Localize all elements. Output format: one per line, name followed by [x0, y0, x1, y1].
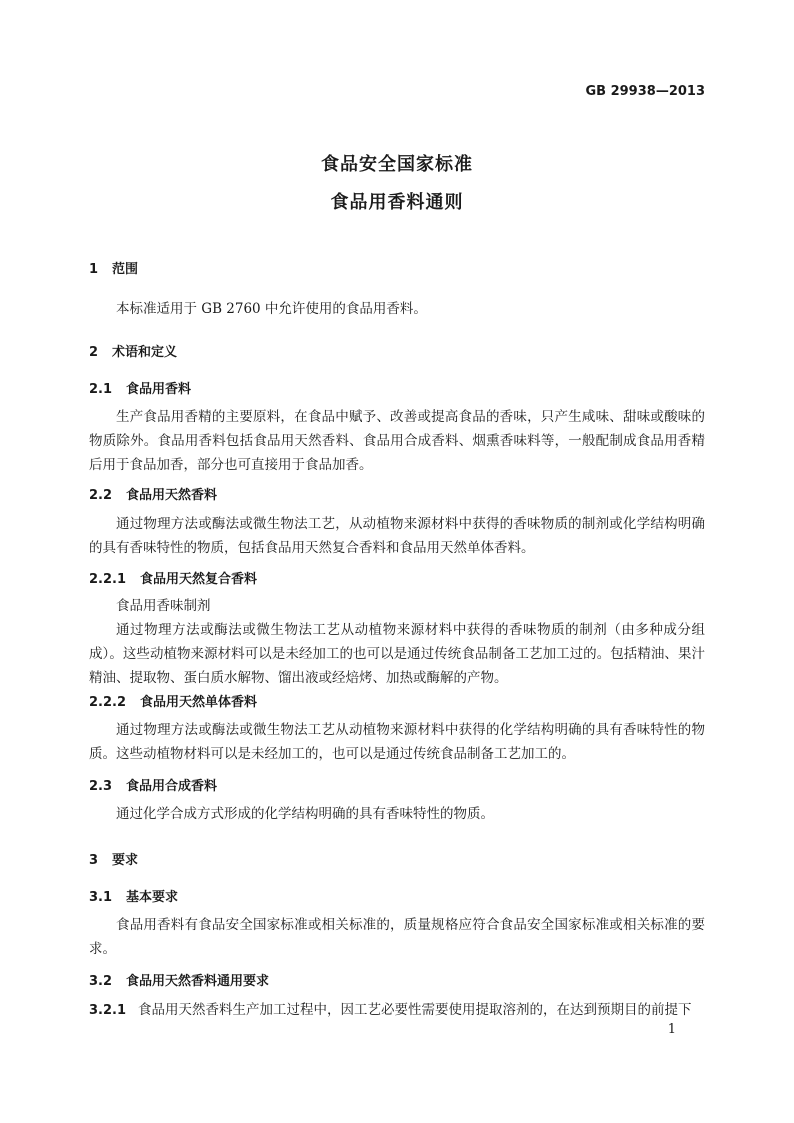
section-heading-2-1 — [89, 378, 191, 397]
paragraph: 食品用香料有食品安全国家标准或相关标准的，质量规格应符合食品安全国家标准或相关标准的要求。 — [89, 917, 705, 957]
section-number: 3.1 — [89, 890, 113, 905]
section-number: 2 — [89, 345, 99, 360]
document-subtitle: 食品用香料通则 — [330, 192, 464, 213]
section-2-1-body — [89, 405, 705, 477]
section-title: 要求 — [112, 853, 139, 868]
section-3-1-body — [89, 913, 705, 961]
section-title: 食品用天然香料 — [126, 488, 218, 503]
section-2-2-2-body — [89, 718, 705, 766]
section-number: 2.1 — [89, 382, 113, 397]
page-number: 1 — [667, 1022, 676, 1037]
section-3-2-1-body — [89, 998, 705, 1022]
section-number: 3 — [89, 853, 99, 868]
paragraph — [89, 998, 705, 1022]
section-heading-2-2 — [89, 484, 217, 503]
section-title: 食品用香料 — [126, 382, 192, 397]
paragraph: 通过化学合成方式形成的化学结构明确的具有香味特性的物质。 — [116, 806, 494, 822]
section-number: 3.2.1 — [89, 1003, 127, 1018]
section-heading-1 — [89, 258, 138, 277]
section-title: 食品用天然香料通用要求 — [126, 974, 270, 989]
section-number: 2.3 — [89, 779, 113, 794]
paragraph: 本标准适用于 GB 2760 中允许使用的食品用香料。 — [116, 301, 427, 317]
section-heading-3-2 — [89, 970, 269, 989]
section-heading-2-2-1 — [89, 568, 257, 587]
document-title: 食品安全国家标准 — [321, 154, 473, 175]
section-1-body — [89, 297, 705, 321]
section-number: 2.2.2 — [89, 695, 127, 710]
section-2-2-1-body — [89, 594, 705, 690]
section-title: 食品用合成香料 — [126, 779, 218, 794]
section-number: 2.2 — [89, 488, 113, 503]
section-title: 基本要求 — [126, 890, 179, 905]
paragraph: 通过物理方法或酶法或微生物法工艺从动植物来源材料中获得的香味物质的制剂（由多种成分组成）。这些动植物来源材料可以是未经加工的也可以是通过传统食品制备工艺加工过的。包括精油、果汁精油、提取物、蛋白质水解物、馏出液或经焙烤、加热或酶解的产物。 — [89, 622, 705, 686]
paragraph: 生产食品用香精的主要原料，在食品中赋予、改善或提高食品的香味，只产生咸味、甜味或酸味的物质除外。食品用香料包括食品用天然香料、食品用合成香料、烟熏香味料等，一般配制成食品用香精后用于食品加香，部分也可直接用于食品加香。 — [89, 409, 705, 473]
standard-number: GB 29938—2013 — [585, 84, 705, 99]
section-number: 2.2.1 — [89, 572, 127, 587]
section-title: 食品用天然单体香料 — [140, 695, 258, 710]
section-number: 3.2 — [89, 974, 113, 989]
paragraph-text: 食品用天然香料生产加工过程中，因工艺必要性需要使用提取溶剂的，在达到预期目的前提下 — [138, 1002, 692, 1018]
paragraph-synonym: 食品用香味制剂 — [116, 598, 211, 614]
section-heading-2 — [89, 341, 177, 360]
paragraph: 通过物理方法或酶法或微生物法工艺从动植物来源材料中获得的化学结构明确的具有香味特性的物质。这些动植物材料可以是未经加工的，也可以是通过传统食品制备工艺加工的。 — [89, 722, 705, 762]
section-heading-2-2-2 — [89, 691, 257, 710]
section-heading-3-1 — [89, 886, 178, 905]
section-number: 1 — [89, 262, 99, 277]
paragraph: 通过物理方法或酶法或微生物法工艺，从动植物来源材料中获得的香味物质的制剂或化学结构明确的具有香味特性的物质，包括食品用天然复合香料和食品用天然单体香料。 — [89, 516, 705, 556]
section-title: 术语和定义 — [112, 345, 178, 360]
section-heading-3 — [89, 849, 138, 868]
section-title: 范围 — [112, 262, 139, 277]
section-heading-2-3 — [89, 775, 217, 794]
section-2-3-body — [89, 802, 705, 826]
section-2-2-body — [89, 512, 705, 560]
section-title: 食品用天然复合香料 — [140, 572, 258, 587]
